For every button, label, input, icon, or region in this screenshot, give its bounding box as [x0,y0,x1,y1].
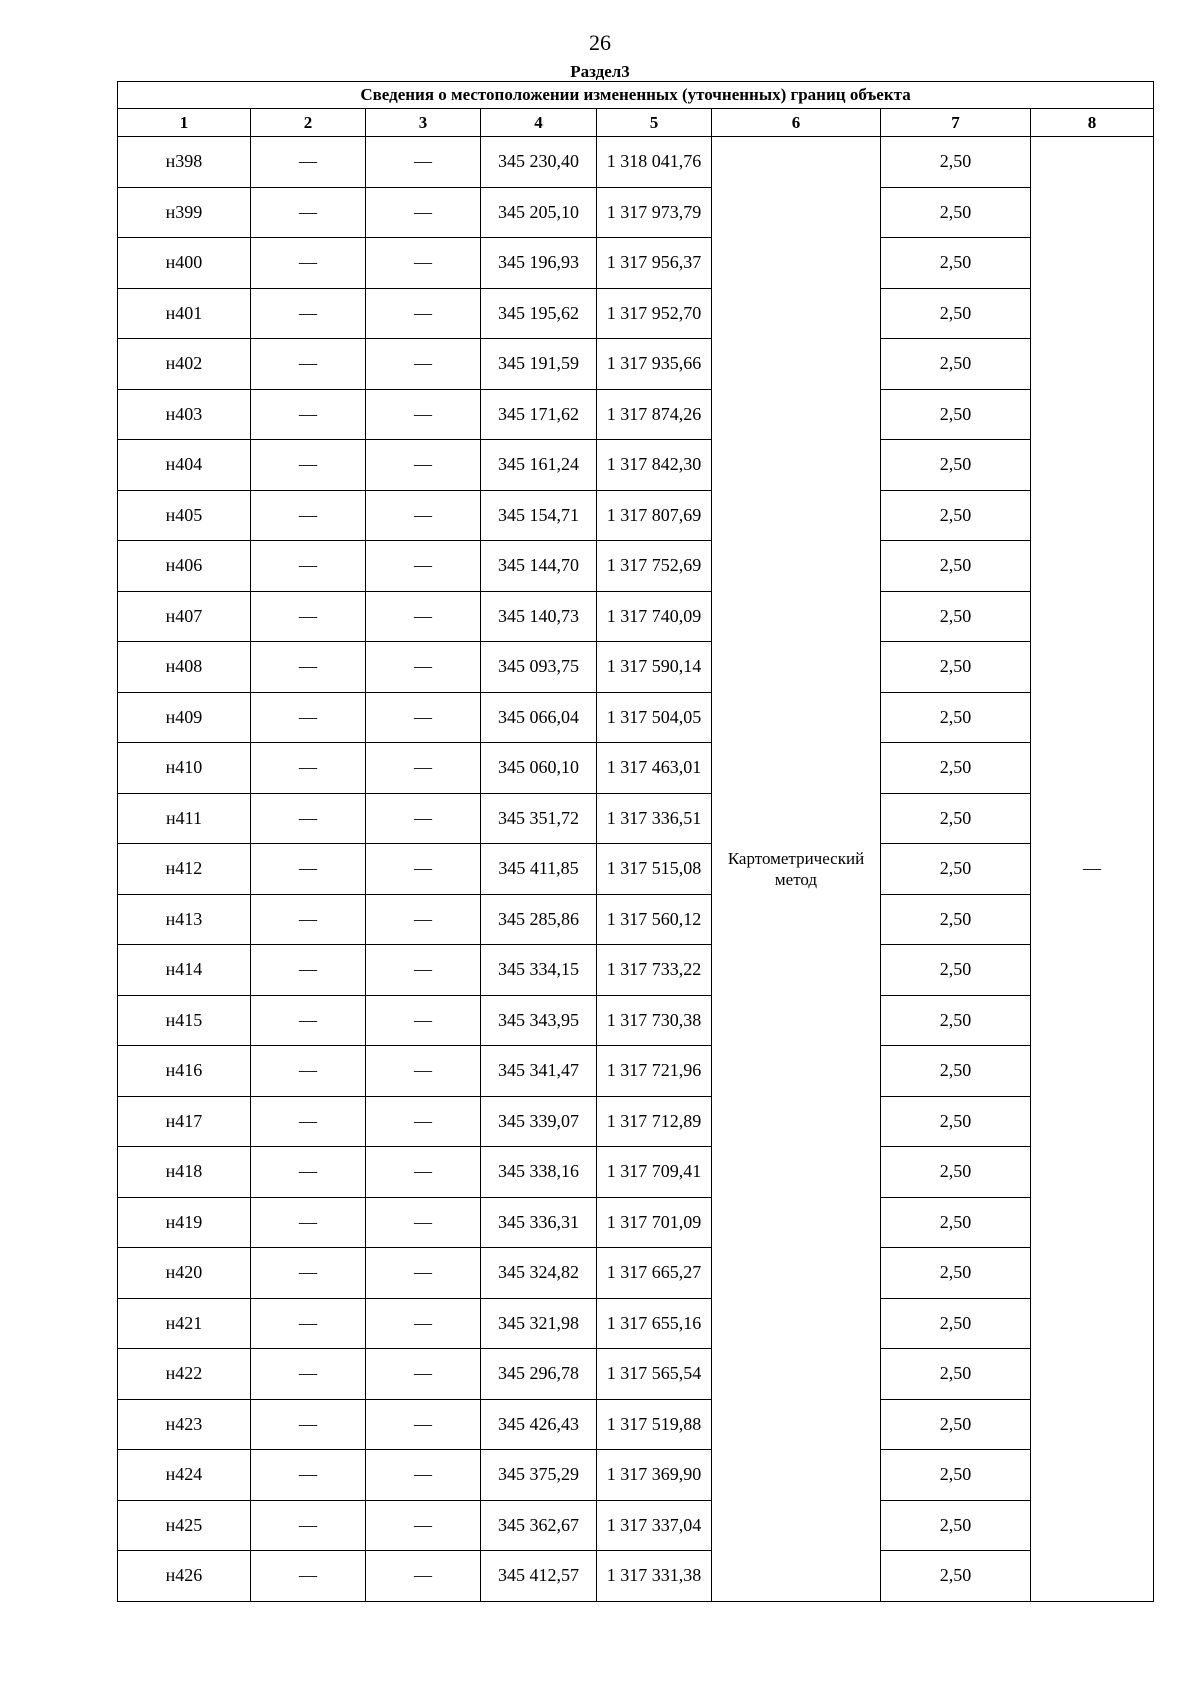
point-name: н403 [118,389,251,440]
col2-value: — [251,844,366,895]
precision-value: 2,50 [881,440,1031,491]
y-coordinate: 1 317 752,69 [597,541,712,592]
column-number: 2 [251,109,366,137]
col3-value: — [366,440,481,491]
col2-value: — [251,137,366,188]
y-coordinate: 1 317 337,04 [597,1500,712,1551]
column-number: 5 [597,109,712,137]
col3-value: — [366,844,481,895]
table-row [118,945,1154,996]
y-coordinate: 1 317 519,88 [597,1399,712,1450]
col2-value: — [251,1248,366,1299]
precision-value: 2,50 [881,743,1031,794]
table-row [118,591,1154,642]
point-name: н411 [118,793,251,844]
y-coordinate: 1 318 041,76 [597,137,712,188]
precision-value: 2,50 [881,1551,1031,1602]
precision-value: 2,50 [881,339,1031,390]
point-name: н398 [118,137,251,188]
point-name: н420 [118,1248,251,1299]
col3-value: — [366,995,481,1046]
y-coordinate: 1 317 655,16 [597,1298,712,1349]
col3-value: — [366,591,481,642]
precision-value: 2,50 [881,541,1031,592]
x-coordinate: 345 060,10 [481,743,597,794]
point-name: н418 [118,1147,251,1198]
x-coordinate: 345 195,62 [481,288,597,339]
y-coordinate: 1 317 733,22 [597,945,712,996]
coordinates-table [117,81,1154,1602]
table-row [118,1096,1154,1147]
point-name: н405 [118,490,251,541]
col3-value: — [366,1197,481,1248]
column-number: 4 [481,109,597,137]
x-coordinate: 345 336,31 [481,1197,597,1248]
table-row [118,541,1154,592]
col3-value: — [366,1500,481,1551]
x-coordinate: 345 362,67 [481,1500,597,1551]
table-row [118,1046,1154,1097]
precision-value: 2,50 [881,1349,1031,1400]
table-row [118,692,1154,743]
point-name: н423 [118,1399,251,1450]
precision-value: 2,50 [881,894,1031,945]
y-coordinate: 1 317 560,12 [597,894,712,945]
method-cell: Картометрический метод [712,137,881,1602]
point-name: н417 [118,1096,251,1147]
column-number: 1 [118,109,251,137]
table-row [118,995,1154,1046]
col2-value: — [251,187,366,238]
x-coordinate: 345 285,86 [481,894,597,945]
y-coordinate: 1 317 463,01 [597,743,712,794]
table-row [118,187,1154,238]
col3-value: — [366,743,481,794]
col3-value: — [366,238,481,289]
precision-value: 2,50 [881,1147,1031,1198]
col3-value: — [366,1450,481,1501]
point-name: н416 [118,1046,251,1097]
col2-value: — [251,238,366,289]
col2-value: — [251,1551,366,1602]
table-row [118,288,1154,339]
col3-value: — [366,137,481,188]
y-coordinate: 1 317 807,69 [597,490,712,541]
table-row [118,1147,1154,1198]
point-name: н425 [118,1500,251,1551]
y-coordinate: 1 317 331,38 [597,1551,712,1602]
col2-value: — [251,1349,366,1400]
y-coordinate: 1 317 709,41 [597,1147,712,1198]
col3-value: — [366,490,481,541]
col3-value: — [366,1248,481,1299]
x-coordinate: 345 321,98 [481,1298,597,1349]
point-name: н414 [118,945,251,996]
point-name: н412 [118,844,251,895]
y-coordinate: 1 317 369,90 [597,1450,712,1501]
table-caption: Сведения о местоположении измененных (уточненных) границ объекта [118,82,1154,109]
x-coordinate: 345 144,70 [481,541,597,592]
col3-value: — [366,339,481,390]
y-coordinate: 1 317 590,14 [597,642,712,693]
precision-value: 2,50 [881,1197,1031,1248]
point-name: н415 [118,995,251,1046]
x-coordinate: 345 161,24 [481,440,597,491]
col2-value: — [251,793,366,844]
table-row [118,1298,1154,1349]
point-name: н407 [118,591,251,642]
x-coordinate: 345 411,85 [481,844,597,895]
point-name: н408 [118,642,251,693]
precision-value: 2,50 [881,844,1031,895]
point-name: н406 [118,541,251,592]
col3-value: — [366,894,481,945]
precision-value: 2,50 [881,490,1031,541]
precision-value: 2,50 [881,1450,1031,1501]
table-row [118,339,1154,390]
point-name: н399 [118,187,251,238]
col2-value: — [251,1298,366,1349]
table-row [118,1349,1154,1400]
table-row [118,844,1154,895]
col3-value: — [366,1046,481,1097]
table-row [118,743,1154,794]
y-coordinate: 1 317 973,79 [597,187,712,238]
y-coordinate: 1 317 336,51 [597,793,712,844]
table-row [118,1197,1154,1248]
table-row [118,1551,1154,1602]
x-coordinate: 345 324,82 [481,1248,597,1299]
point-name: н410 [118,743,251,794]
precision-value: 2,50 [881,1096,1031,1147]
x-coordinate: 345 205,10 [481,187,597,238]
table-row [118,490,1154,541]
table-body [118,137,1154,1602]
y-coordinate: 1 317 956,37 [597,238,712,289]
y-coordinate: 1 317 712,89 [597,1096,712,1147]
col2-value: — [251,743,366,794]
precision-value: 2,50 [881,793,1031,844]
x-coordinate: 345 196,93 [481,238,597,289]
table-row [118,642,1154,693]
precision-value: 2,50 [881,1298,1031,1349]
col3-value: — [366,945,481,996]
col2-value: — [251,945,366,996]
precision-value: 2,50 [881,137,1031,188]
col2-value: — [251,1399,366,1450]
x-coordinate: 345 334,15 [481,945,597,996]
col3-value: — [366,1147,481,1198]
precision-value: 2,50 [881,642,1031,693]
point-name: н409 [118,692,251,743]
precision-value: 2,50 [881,995,1031,1046]
col2-value: — [251,288,366,339]
col2-value: — [251,1450,366,1501]
y-coordinate: 1 317 701,09 [597,1197,712,1248]
col8-value: — [1031,137,1154,1602]
precision-value: 2,50 [881,945,1031,996]
x-coordinate: 345 351,72 [481,793,597,844]
precision-value: 2,50 [881,1500,1031,1551]
y-coordinate: 1 317 842,30 [597,440,712,491]
table-row [118,389,1154,440]
col3-value: — [366,793,481,844]
col2-value: — [251,1197,366,1248]
x-coordinate: 345 296,78 [481,1349,597,1400]
precision-value: 2,50 [881,288,1031,339]
col2-value: — [251,894,366,945]
table-row [118,894,1154,945]
col2-value: — [251,1500,366,1551]
column-number: 7 [881,109,1031,137]
col2-value: — [251,995,366,1046]
page-number: 26 [589,30,611,55]
table-row [118,238,1154,289]
y-coordinate: 1 317 565,54 [597,1349,712,1400]
x-coordinate: 345 341,47 [481,1046,597,1097]
col3-value: — [366,1298,481,1349]
precision-value: 2,50 [881,1248,1031,1299]
precision-value: 2,50 [881,591,1031,642]
table-row [118,793,1154,844]
x-coordinate: 345 093,75 [481,642,597,693]
col2-value: — [251,339,366,390]
col3-value: — [366,642,481,693]
column-number: 8 [1031,109,1154,137]
section-title: Раздел3 [570,62,630,81]
table-row [118,137,1154,188]
column-number: 6 [712,109,881,137]
y-coordinate: 1 317 740,09 [597,591,712,642]
col3-value: — [366,288,481,339]
col2-value: — [251,541,366,592]
x-coordinate: 345 066,04 [481,692,597,743]
col3-value: — [366,1349,481,1400]
point-name: н421 [118,1298,251,1349]
precision-value: 2,50 [881,389,1031,440]
y-coordinate: 1 317 504,05 [597,692,712,743]
table-row [118,1399,1154,1450]
y-coordinate: 1 317 721,96 [597,1046,712,1097]
y-coordinate: 1 317 874,26 [597,389,712,440]
y-coordinate: 1 317 952,70 [597,288,712,339]
col3-value: — [366,1096,481,1147]
col2-value: — [251,692,366,743]
point-name: н424 [118,1450,251,1501]
table-row [118,440,1154,491]
col2-value: — [251,1147,366,1198]
y-coordinate: 1 317 515,08 [597,844,712,895]
x-coordinate: 345 426,43 [481,1399,597,1450]
column-number-row [118,109,1154,137]
col3-value: — [366,1399,481,1450]
point-name: н419 [118,1197,251,1248]
point-name: н401 [118,288,251,339]
point-name: н400 [118,238,251,289]
table-row [118,1450,1154,1501]
col2-value: — [251,642,366,693]
table-row [118,1500,1154,1551]
point-name: н413 [118,894,251,945]
x-coordinate: 345 140,73 [481,591,597,642]
x-coordinate: 345 339,07 [481,1096,597,1147]
point-name: н426 [118,1551,251,1602]
col3-value: — [366,541,481,592]
table-row [118,1248,1154,1299]
x-coordinate: 345 191,59 [481,339,597,390]
x-coordinate: 345 375,29 [481,1450,597,1501]
precision-value: 2,50 [881,187,1031,238]
column-number: 3 [366,109,481,137]
y-coordinate: 1 317 730,38 [597,995,712,1046]
col2-value: — [251,591,366,642]
col3-value: — [366,692,481,743]
col2-value: — [251,389,366,440]
col2-value: — [251,1046,366,1097]
x-coordinate: 345 154,71 [481,490,597,541]
x-coordinate: 345 343,95 [481,995,597,1046]
col3-value: — [366,187,481,238]
x-coordinate: 345 338,16 [481,1147,597,1198]
x-coordinate: 345 230,40 [481,137,597,188]
precision-value: 2,50 [881,1046,1031,1097]
x-coordinate: 345 171,62 [481,389,597,440]
col3-value: — [366,389,481,440]
point-name: н422 [118,1349,251,1400]
col2-value: — [251,440,366,491]
point-name: н402 [118,339,251,390]
col2-value: — [251,490,366,541]
x-coordinate: 345 412,57 [481,1551,597,1602]
precision-value: 2,50 [881,692,1031,743]
col3-value: — [366,1551,481,1602]
y-coordinate: 1 317 935,66 [597,339,712,390]
point-name: н404 [118,440,251,491]
col2-value: — [251,1096,366,1147]
precision-value: 2,50 [881,1399,1031,1450]
y-coordinate: 1 317 665,27 [597,1248,712,1299]
precision-value: 2,50 [881,238,1031,289]
